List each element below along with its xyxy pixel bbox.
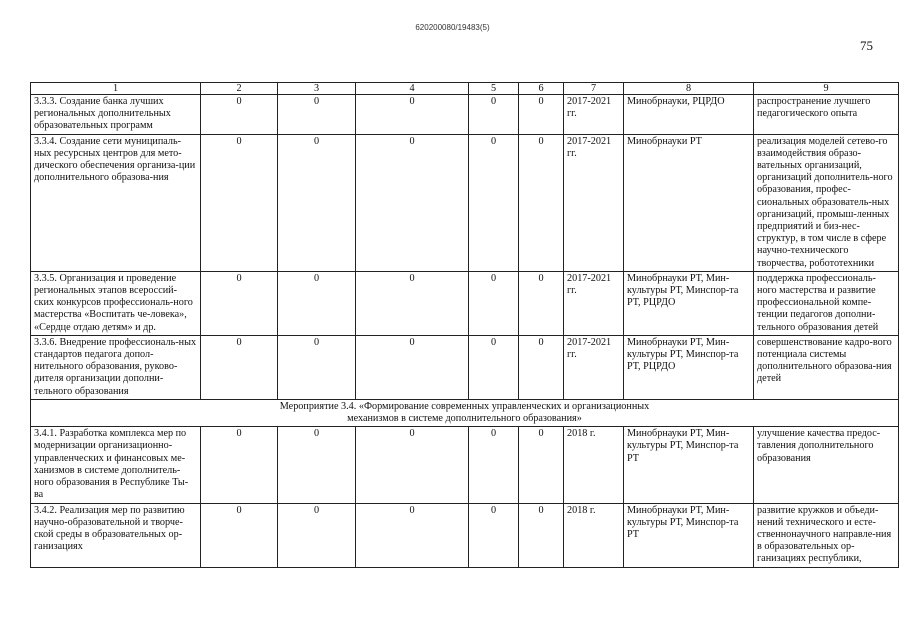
period-cell: 2018 г.	[564, 503, 624, 567]
period-cell: 2017-2021 гг.	[564, 134, 624, 271]
column-number: 4	[356, 83, 469, 95]
measure-name: 3.3.4. Создание сети муниципаль-ных ресурсных центров для мето-дического обеспечения организа-ции дополнительного образова-ния	[31, 134, 201, 271]
table-row	[31, 95, 899, 135]
table-row	[31, 271, 899, 335]
value-cell: 0	[469, 503, 519, 567]
result-cell: совершенствование кадро-вого потенциала системы дополнительного образова-ния детей	[754, 335, 899, 399]
program-table	[30, 82, 899, 568]
column-number: 6	[519, 83, 564, 95]
column-number: 1	[31, 83, 201, 95]
period-cell: 2017-2021 гг.	[564, 335, 624, 399]
result-cell: поддержка профессиональ-ного мастерства и развитие профессиональной компе-тенции педагогов дополни-тельного образования детей	[754, 271, 899, 335]
executor-cell: Минобрнауки РТ, Мин-культуры РТ, Минспор-та РТ	[624, 503, 754, 567]
value-cell: 0	[201, 335, 278, 399]
value-cell: 0	[278, 503, 356, 567]
column-number: 2	[201, 83, 278, 95]
result-cell: распространение лучшего педагогического опыта	[754, 95, 899, 135]
value-cell: 0	[201, 134, 278, 271]
executor-cell: Минобрнауки РТ	[624, 134, 754, 271]
section-heading	[31, 399, 899, 426]
value-cell: 0	[469, 95, 519, 135]
value-cell: 0	[201, 271, 278, 335]
value-cell: 0	[519, 503, 564, 567]
value-cell: 0	[469, 134, 519, 271]
value-cell: 0	[356, 271, 469, 335]
value-cell: 0	[356, 427, 469, 503]
value-cell: 0	[519, 134, 564, 271]
column-number: 3	[278, 83, 356, 95]
section-row	[31, 399, 899, 426]
value-cell: 0	[519, 271, 564, 335]
result-cell: реализация моделей сетево-го взаимодействия образо-вательных организаций, организаций дополнитель-ного образования, профес-сиональных образователь-ных организаций, промыш-ленных предприятий и биз-нес-структур, в том числе в сфере научно-технического творчества, робототехники	[754, 134, 899, 271]
page-number: 75	[860, 38, 873, 53]
value-cell: 0	[356, 95, 469, 135]
executor-cell: Минобрнауки РТ, Мин-культуры РТ, Минспор-та РТ, РЦРДО	[624, 271, 754, 335]
value-cell: 0	[519, 95, 564, 135]
column-number-row	[31, 83, 899, 95]
table-row	[31, 427, 899, 503]
section-heading-line: Мероприятие 3.4. «Формирование современных управленческих и организационных	[279, 400, 650, 412]
executor-cell: Минобрнауки, РЦРДО	[624, 95, 754, 135]
measure-name: 3.3.6. Внедрение профессиональ-ных стандартов педагога допол-нительного образования, руково-дителя организации дополни-тельного образования	[31, 335, 201, 399]
column-number: 9	[754, 83, 899, 95]
value-cell: 0	[201, 503, 278, 567]
column-number: 7	[564, 83, 624, 95]
measure-name: 3.4.1. Разработка комплекса мер по модернизации организационно-управленческих и финансовых ме-ханизмов в системе дополнитель-ного образования в Республике Ты-ва	[31, 427, 201, 503]
value-cell: 0	[278, 134, 356, 271]
value-cell: 0	[519, 335, 564, 399]
value-cell: 0	[519, 427, 564, 503]
value-cell: 0	[469, 335, 519, 399]
value-cell: 0	[469, 271, 519, 335]
executor-cell: Минобрнауки РТ, Мин-культуры РТ, Минспор-та РТ, РЦРДО	[624, 335, 754, 399]
value-cell: 0	[356, 503, 469, 567]
column-number: 8	[624, 83, 754, 95]
column-number: 5	[469, 83, 519, 95]
measure-name: 3.3.3. Создание банка лучших региональных дополнительных образовательных программ	[31, 95, 201, 135]
value-cell: 0	[278, 427, 356, 503]
value-cell: 0	[356, 335, 469, 399]
value-cell: 0	[278, 335, 356, 399]
value-cell: 0	[201, 427, 278, 503]
value-cell: 0	[278, 95, 356, 135]
table-row	[31, 503, 899, 567]
table-row	[31, 134, 899, 271]
measure-name: 3.4.2. Реализация мер по развитию научно-образовательной и творче-ской среды в образовательных ор-ганизациях	[31, 503, 201, 567]
period-cell: 2018 г.	[564, 427, 624, 503]
value-cell: 0	[201, 95, 278, 135]
value-cell: 0	[356, 134, 469, 271]
section-heading-line: механизмов в системе дополнительного образования»	[347, 413, 582, 425]
result-cell: развитие кружков и объеди-нений технического и есте-ственнонаучного направле-ния в образовательных ор-ганизациях республики,	[754, 503, 899, 567]
period-cell: 2017-2021 гг.	[564, 95, 624, 135]
measure-name: 3.3.5. Организация и проведение региональных этапов всероссий-ских конкурсов профессиональ-ного мастерства «Воспитать че-ловека», «Сердце отдаю детям» и др.	[31, 271, 201, 335]
document-id: 620200080/19483(5)	[415, 23, 490, 32]
executor-cell: Минобрнауки РТ, Мин-культуры РТ, Минспор-та РТ	[624, 427, 754, 503]
result-cell: улучшение качества предос-тавления дополнительного образования	[754, 427, 899, 503]
value-cell: 0	[278, 271, 356, 335]
table-row	[31, 335, 899, 399]
period-cell: 2017-2021 гг.	[564, 271, 624, 335]
value-cell: 0	[469, 427, 519, 503]
